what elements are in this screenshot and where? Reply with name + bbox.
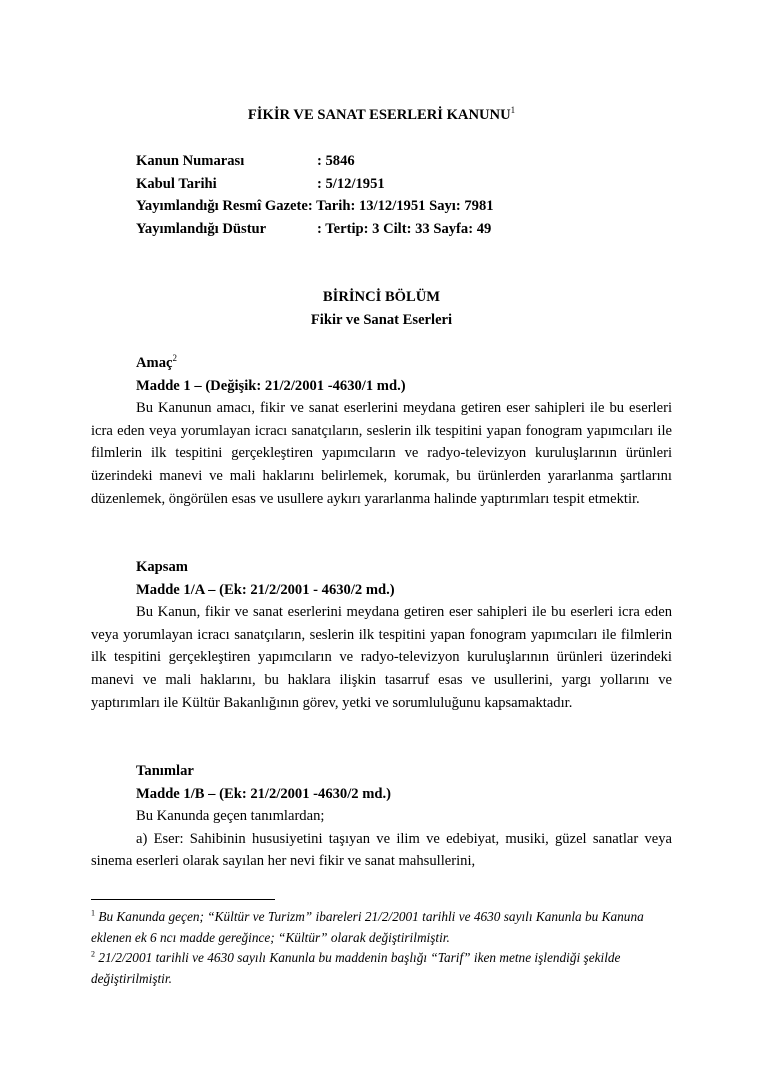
chapter-name: Fikir ve Sanat Eserleri xyxy=(310,311,453,328)
article-paragraph: Bu Kanunun amacı, fikir ve sanat eserlerini meydana getiren eser sahipleri ile bu eserleri icra eden veya yorumlayan icracı sanatçıların, seslerin ilk tespitini yapan fonogram yapımcıları ile filmlerin ilk tespitini gerçekleştiren yapımcıların ve radyo-televizyon kuruluşlarının ürünleri üzerindeki manevi ve mali haklarını belirlemek, korumak, bu ürünlerden yararlanma şartlarını düzenlemek, öngörülen esas ve usullere aykırı yararlanma halinde yaptırımları tespit etmektir. xyxy=(91,400,672,507)
law-info-label: Kanun Numarası xyxy=(136,153,245,169)
footnote-separator xyxy=(91,899,275,900)
section-heading: Tanımlar xyxy=(136,763,194,779)
chapter-heading xyxy=(0,286,763,331)
article-paragraph: Bu Kanun, fikir ve sanat eserlerini meydana getiren eser sahipleri ile bu eserleri icra eden veya yorumlayan icracı sanatçıların, seslerin ilk tespitini yapan fonogram yapımcıları ile filmlerin ilk tespitini gerçekleştiren yapımcıların ve radyo-televizyon kuruluşlarının ürünleri üzerindeki manevi ve mali haklarını, bu haklara ilişkin tasarruf esas ve usullerini, yargı yollarını ve yaptırımları ile Kültür Bakanlığının görev, yetki ve sorumluluğunu kapsamaktadır. xyxy=(91,604,672,711)
article-heading: Madde 1/A – (Ek: 21/2/2001 - 4630/2 md.) xyxy=(136,581,395,598)
law-info-label: Yayımlandığı Resmî Gazete xyxy=(136,198,308,215)
article-intro: Bu Kanunda geçen tanımlardan; xyxy=(136,808,325,825)
section-purpose xyxy=(91,352,672,510)
chapter-number: BİRİNCİ BÖLÜM xyxy=(322,289,441,305)
section-definitions xyxy=(91,760,672,873)
law-info-value: : Tarih: 13/12/1951 Sayı: 7981 xyxy=(307,198,494,215)
law-info-value: : Tertip: 3 Cilt: 33 Sayfa: 49 xyxy=(317,220,492,237)
article-heading: Madde 1 – (Değişik: 21/2/2001 -4630/1 md.) xyxy=(136,377,406,394)
footnote-2 xyxy=(91,948,672,989)
footnote-text: Bu Kanunda geçen; “Kültür ve Turizm” ibareleri 21/2/2001 tarihli ve 4630 sayılı Kanunla bu Kanuna eklenen ek 6 ncı madde gereğince; “Kültür” olarak değiştirilmiştir. xyxy=(91,909,644,945)
law-info-value: : 5846 xyxy=(317,153,355,169)
section-heading-text: Amaç xyxy=(136,355,173,371)
law-info-table xyxy=(136,150,494,240)
section-heading xyxy=(91,352,672,375)
law-info-row-dustur xyxy=(136,218,494,241)
definition-item: a) Eser: Sahibinin hususiyetini taşıyan ve ilim ve edebiyat, musiki, güzel sanatlar veya sinema eserleri olarak sayılan her nevi fikir ve sanat mahsullerini, xyxy=(91,830,672,870)
article-heading: Madde 1/B – (Ek: 21/2/2001 -4630/2 md.) xyxy=(136,785,391,802)
law-info-label: Kabul Tarihi xyxy=(136,175,217,192)
law-info-value: : 5/12/1951 xyxy=(317,175,385,192)
footnote-mark: 1 xyxy=(91,908,95,918)
document-title xyxy=(0,104,763,127)
section-scope xyxy=(91,556,672,714)
law-info-row-official-gazette xyxy=(136,195,494,218)
law-info-label: Yayımlandığı Düstur xyxy=(136,220,267,237)
footnote-text: 21/2/2001 tarihli ve 4630 sayılı Kanunla bu maddenin başlığı “Tarif” iken metne işlendiği şekilde değiştirilmiştir. xyxy=(91,950,621,986)
footnotes xyxy=(91,907,672,989)
section-heading: Kapsam xyxy=(136,559,188,575)
footnote-ref-2[interactable]: 2 xyxy=(172,353,177,364)
law-info-row-adoption-date xyxy=(136,173,494,196)
law-info-row-number xyxy=(136,150,494,173)
footnote-ref-1[interactable]: 1 xyxy=(510,105,516,116)
footnote-1 xyxy=(91,907,672,948)
footnote-mark: 2 xyxy=(91,949,95,959)
document-title-text: FİKİR VE SANAT ESERLERİ KANUNU xyxy=(247,107,511,123)
